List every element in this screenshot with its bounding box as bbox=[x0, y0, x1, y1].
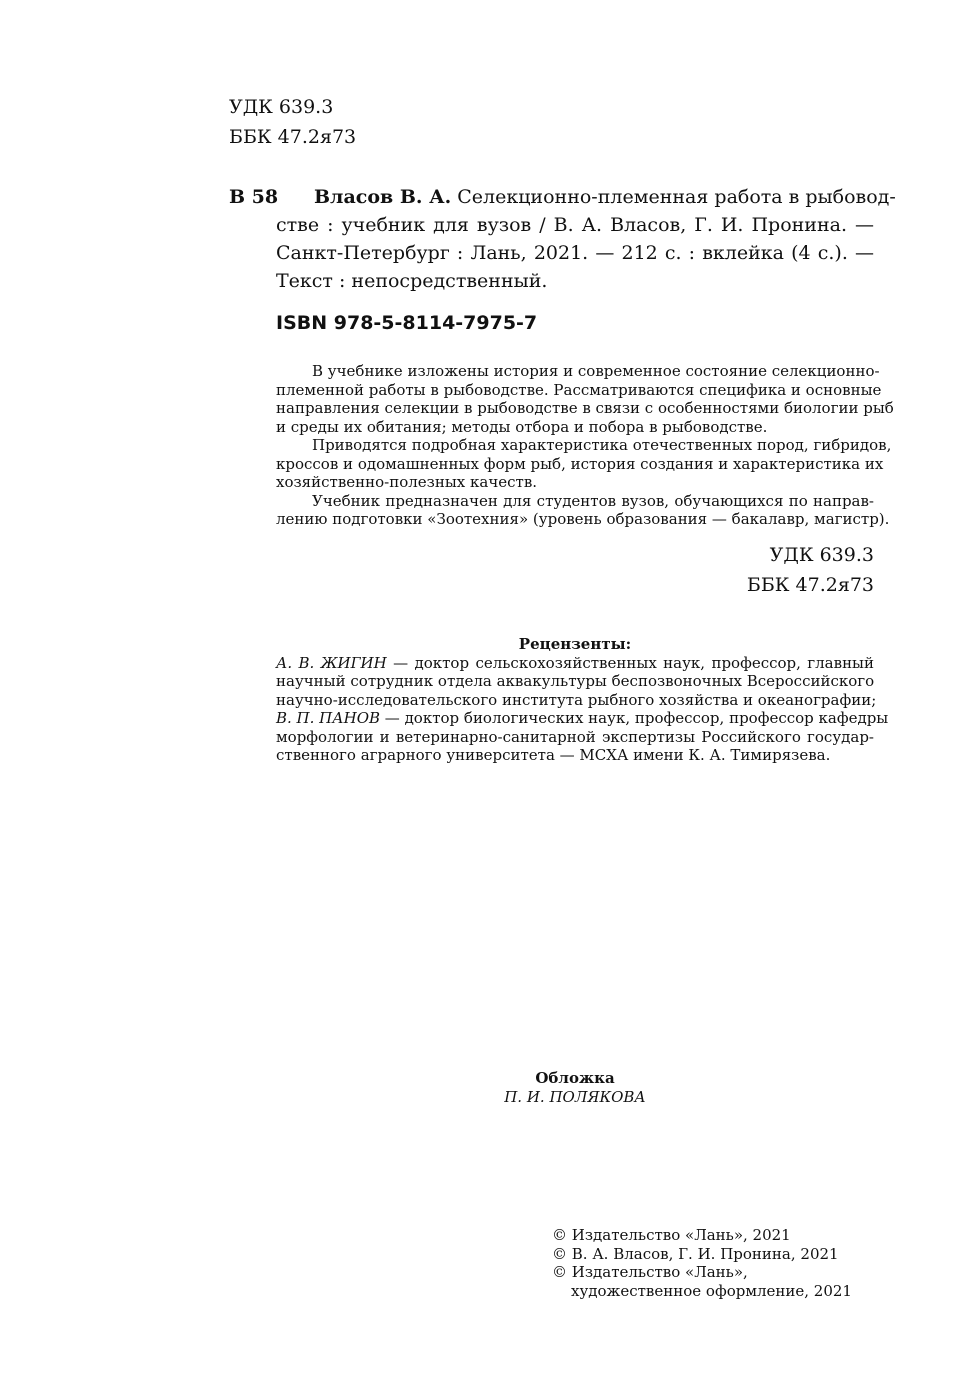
abstract-paragraph-2 bbox=[276, 436, 892, 492]
abstract-line: направления селекции в рыбоводстве в связи с особенностями биологии рыб bbox=[276, 399, 894, 417]
reviewers-heading: Рецензенты: bbox=[518, 635, 632, 653]
author-name: Власов В. А. bbox=[314, 186, 452, 208]
reviewer-1-line-2: научный сотрудник отдела аквакультуры беспозвоночных Всероссийского bbox=[276, 672, 875, 690]
reviewer-1-line-3: научно-исследовательского института рыбного хозяйства и океанографии; bbox=[276, 690, 877, 709]
header-classification bbox=[229, 92, 356, 152]
abstract-line: хозяйственно-полезных качеств. bbox=[276, 473, 538, 491]
entry-line-1 bbox=[276, 183, 896, 211]
udk-code: УДК 639.3 bbox=[769, 544, 874, 566]
bbk-code: ББК 47.2я73 bbox=[746, 574, 874, 596]
entry-line-2: стве : учебник для вузов / В. А. Власов, Г. И. Пронина. — bbox=[276, 214, 874, 236]
abstract-paragraph-1 bbox=[276, 362, 894, 436]
copyright-line: © В. А. Власов, Г. И. Пронина, 2021 bbox=[552, 1244, 839, 1263]
reviewer-1-text: — доктор сельскохозяйственных наук, профессор, главный bbox=[386, 653, 874, 672]
entry-title-start: Селекционно-племенная работа в рыбовод- bbox=[451, 186, 896, 208]
reviewer-1-name: А. В. ЖИГИН bbox=[276, 653, 387, 672]
udk-code: УДК 639.3 bbox=[229, 96, 334, 118]
reviewer-2-line-3: ственного аграрного университета — МСХА имени К. А. Тимирязева. bbox=[276, 746, 831, 764]
author-mark: В 58 bbox=[229, 186, 279, 208]
cover-designer: П. И. ПОЛЯКОВА bbox=[504, 1087, 646, 1106]
reviewer-2-line-1 bbox=[276, 709, 889, 728]
bibliographic-description bbox=[276, 183, 896, 295]
reviewers-section bbox=[276, 635, 889, 765]
reviewer-2-name: В. П. ПАНОВ bbox=[276, 709, 381, 727]
reviewer-2-text: — доктор биологических наук, профессор, профессор кафедры bbox=[380, 709, 889, 727]
abstract-line: В учебнике изложены история и современное состояние селекционно- bbox=[312, 362, 880, 380]
abstract-line: Приводятся подробная характеристика отечественных пород, гибридов, bbox=[312, 436, 892, 454]
copyright-line: © Издательство «Лань», bbox=[552, 1263, 748, 1281]
copyright-line: © Издательство «Лань», 2021 bbox=[552, 1226, 791, 1244]
abstract-paragraph-3 bbox=[276, 491, 890, 529]
abstract-line: лению подготовки «Зоотехния» (уровень образования — бакалавр, магистр). bbox=[276, 510, 890, 528]
abstract-line: и среды их обитания; методы отбора и побора в рыбоводстве. bbox=[276, 417, 768, 436]
cover-credit bbox=[276, 1069, 874, 1106]
reviewer-2-line-2: морфологии и ветеринарно-санитарной экспертизы Российского государ- bbox=[276, 727, 874, 746]
reviewer-1-line-1 bbox=[276, 654, 874, 673]
bbk-code: ББК 47.2я73 bbox=[229, 126, 357, 148]
isbn: ISBN 978-5-8114-7975-7 bbox=[276, 312, 538, 334]
entry-line-4: Текст : непосредственный. bbox=[276, 270, 548, 292]
copyright-line: художественное оформление, 2021 bbox=[571, 1281, 852, 1300]
classification-codes bbox=[747, 540, 874, 600]
bibliographic-entry bbox=[229, 183, 896, 295]
abstract-line: Учебник предназначен для студентов вузов, обучающихся по направ- bbox=[312, 491, 874, 510]
copyright-block bbox=[552, 1226, 852, 1300]
abstract-line: племенной работы в рыбоводстве. Рассматриваются специфика и основные bbox=[276, 380, 882, 399]
cover-heading: Обложка bbox=[535, 1069, 615, 1087]
abstract bbox=[276, 362, 894, 529]
entry-line-3: Санкт-Петербург : Лань, 2021. — 212 с. : вклейка (4 с.). — bbox=[276, 242, 874, 264]
abstract-line: кроссов и одомашненных форм рыб, история создания и характеристика их bbox=[276, 454, 884, 473]
